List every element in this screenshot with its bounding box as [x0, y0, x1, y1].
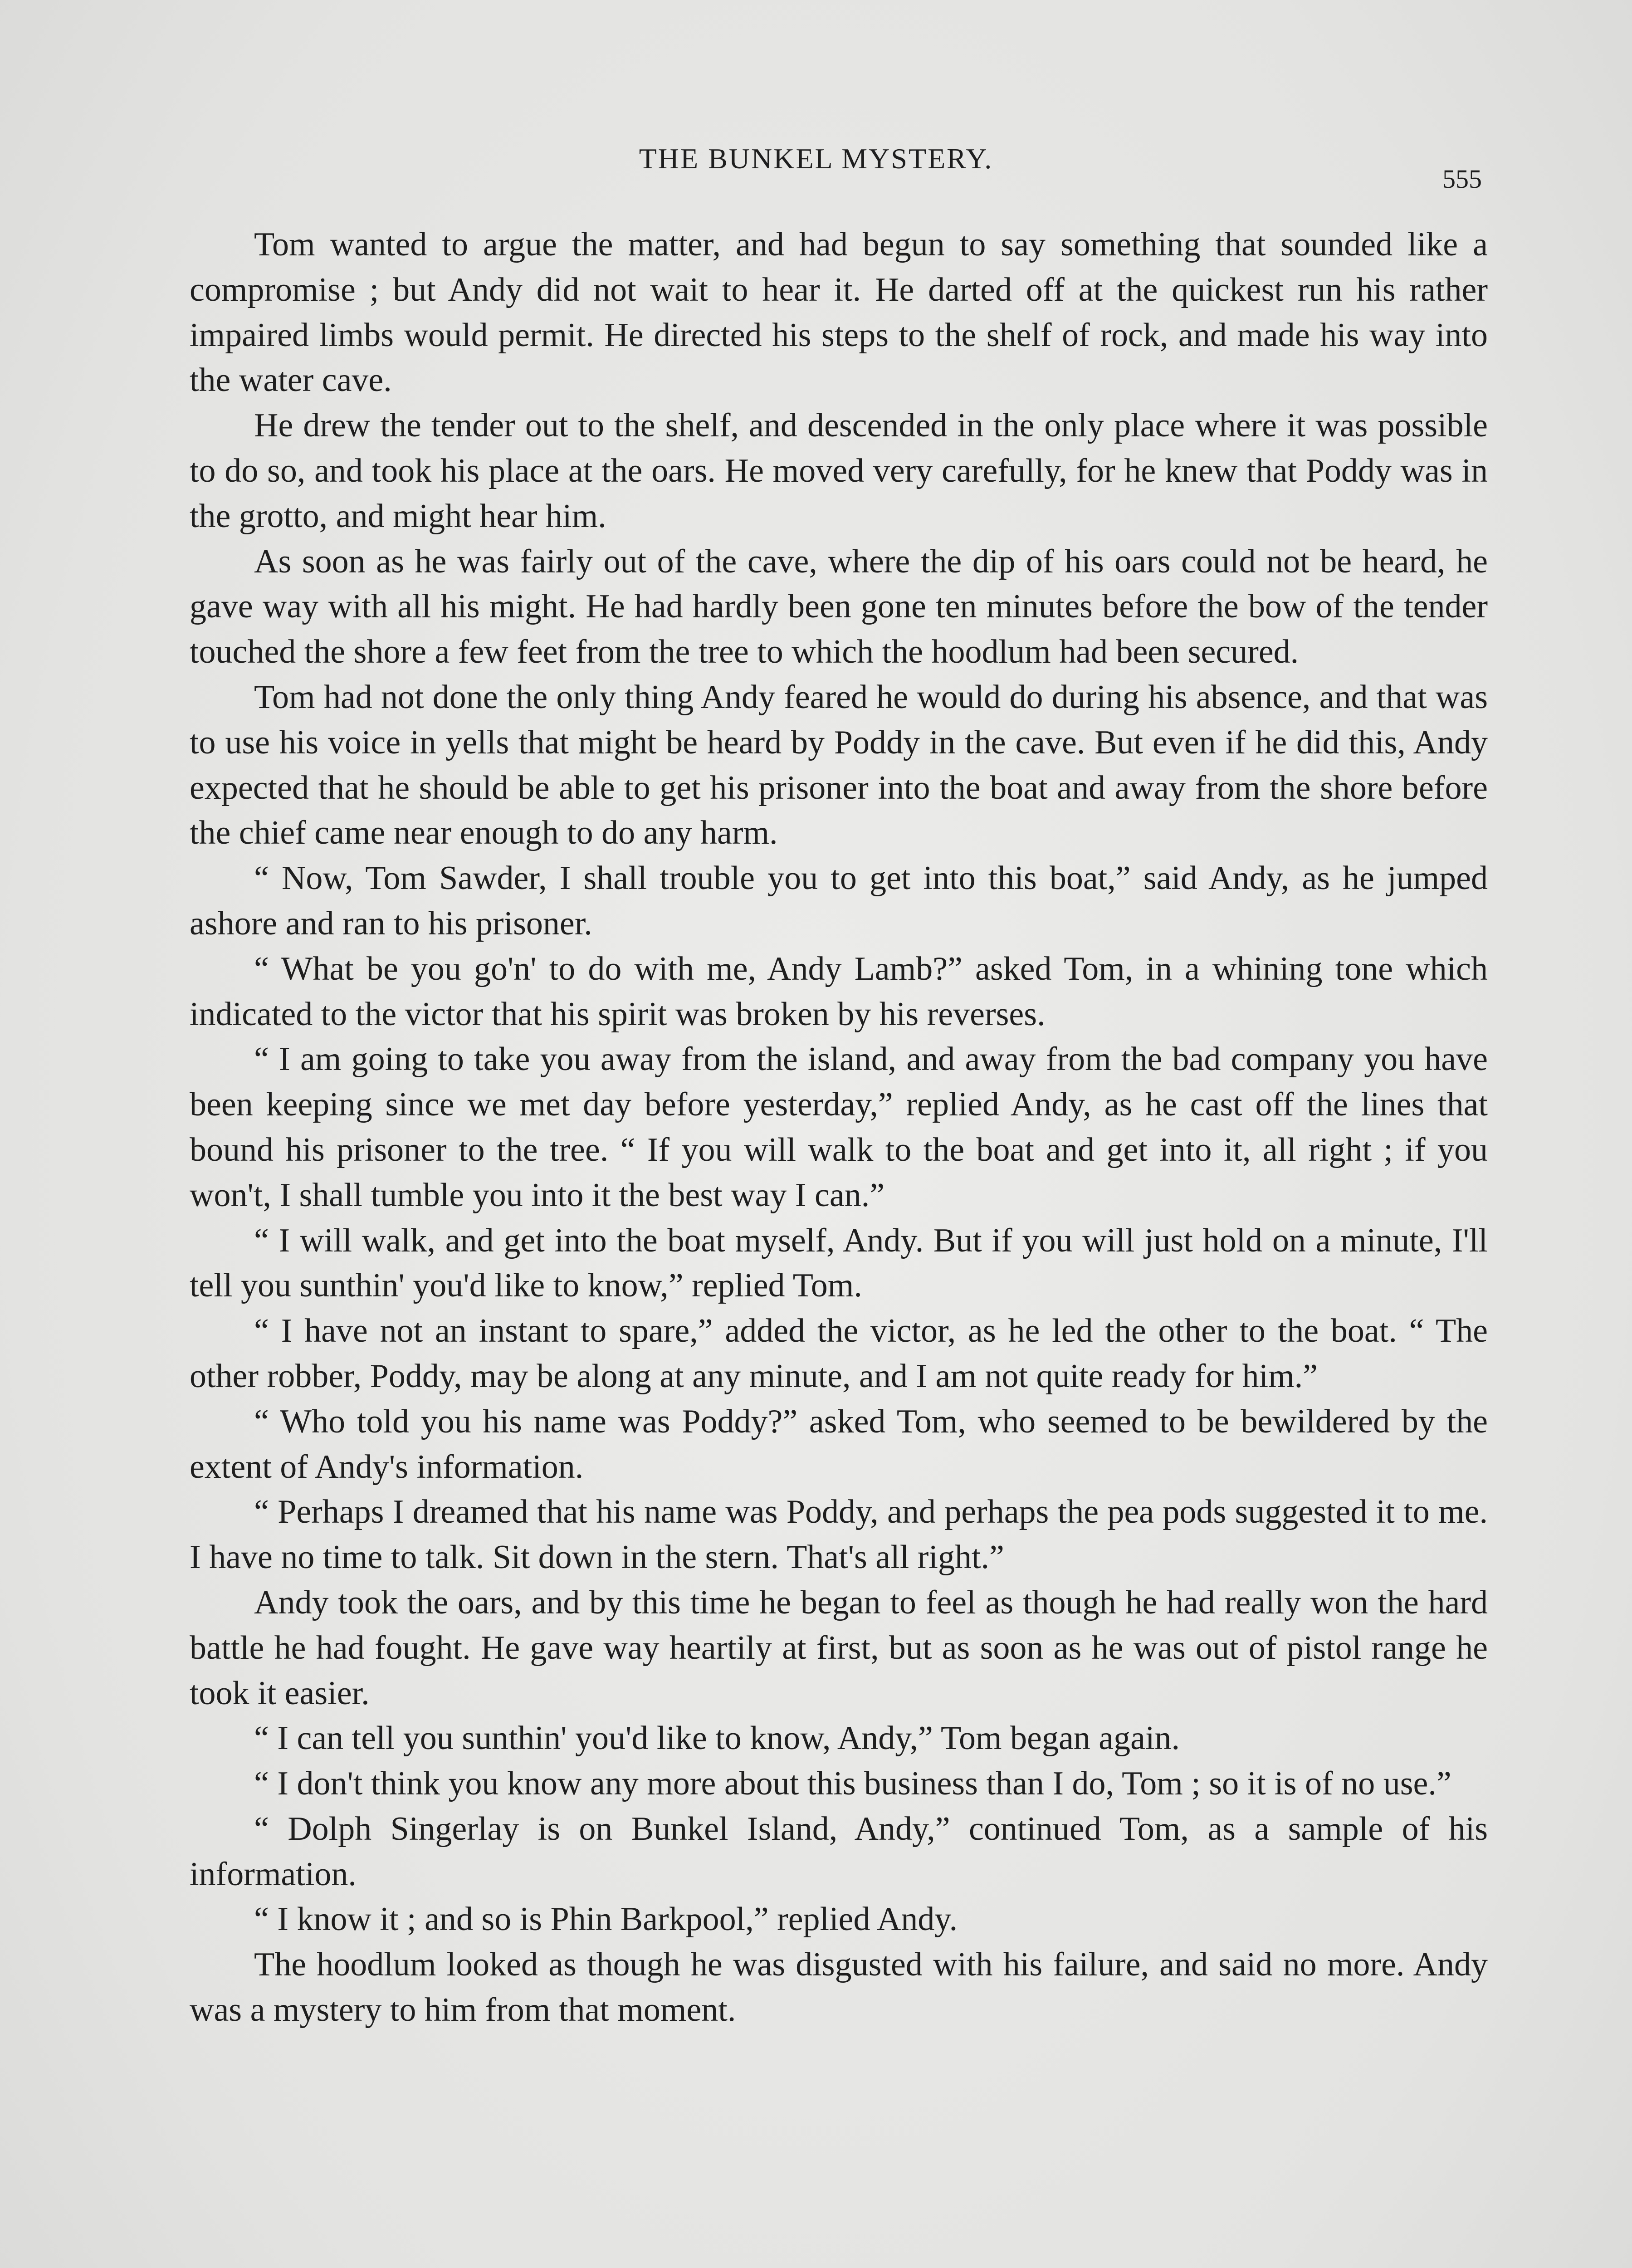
- paragraph: “ I am going to take you away from the island, and away from the bad company you have been keeping since we met day before yesterday,” replied Andy, as he cast off the lines that bound his prisoner to the tree. “ If you will walk to the boat and get into it, all right ; if you won't, I shall tumble you into it the best way I can.”: [190, 1041, 1488, 1214]
- paragraph: “ I can tell you sunthin' you'd like to know, Andy,” Tom began again.: [254, 1720, 1180, 1757]
- paragraph: Tom wanted to argue the matter, and had begun to say something that sounded like a compromise ; but Andy did not wait to hear it. He darted off at the quickest run his rather impaired limbs would permit. He directed his steps to the shelf of rock, and made his way into the water cave.: [190, 226, 1488, 399]
- paragraph: “ Dolph Singerlay is on Bunkel Island, Andy,” continued Tom, as a sample of his information.: [190, 1810, 1488, 1893]
- paragraph: “ Perhaps I dreamed that his name was Poddy, and perhaps the pea pods suggested it to me. I have no time to talk. Sit down in the stern. That's all right.”: [190, 1493, 1488, 1576]
- running-head: THE BUNKEL MYSTERY.: [639, 142, 993, 175]
- paragraph: The hoodlum looked as though he was disgusted with his failure, and said no more. Andy was a mystery to him from that moment.: [190, 1946, 1488, 2029]
- paragraph: Tom had not done the only thing Andy feared he would do during his absence, and that was to use his voice in yells that might be heard by Poddy in the cave. But even if he did this, Andy expected that he should be able to get his prisoner into the boat and away from the shore before the chief came near enough to do any harm.: [190, 678, 1488, 852]
- paragraph: “ What be you go'n' to do with me, Andy Lamb?” asked Tom, in a whining tone which indicated to the victor that his spirit was broken by his reverses.: [190, 950, 1488, 1033]
- paragraph: “ I will walk, and get into the boat myself, Andy. But if you will just hold on a minute, I'll tell you sunthin' you'd like to know,” replied Tom.: [190, 1222, 1488, 1305]
- paragraph: Andy took the oars, and by this time he began to feel as though he had really won the hard battle he had fought. He gave way heartily at first, but as soon as he was out of pistol range he took it easier.: [190, 1584, 1488, 1712]
- paragraph: “ I have not an instant to spare,” added the victor, as he led the other to the boat. “ The other robber, Poddy, may be along at any minute, and I am not quite ready for him.”: [190, 1312, 1488, 1395]
- page-number: 555: [1442, 164, 1482, 194]
- paragraph: “ Who told you his name was Poddy?” asked Tom, who seemed to be bewildered by the extent of Andy's information.: [190, 1403, 1488, 1486]
- paragraph: “ I don't think you know any more about this business than I do, Tom ; so it is of no use.”: [254, 1765, 1451, 1803]
- text-body: [190, 222, 1488, 2033]
- paragraph: “ I know it ; and so is Phin Barkpool,” replied Andy.: [254, 1901, 958, 1938]
- paragraph: He drew the tender out to the shelf, and descended in the only place where it was possible to do so, and took his place at the oars. He moved very carefully, for he knew that Poddy was in the grotto, and might hear him.: [190, 407, 1488, 535]
- paragraph: “ Now, Tom Sawder, I shall trouble you to get into this boat,” said Andy, as he jumped ashore and ran to his prisoner.: [190, 860, 1488, 942]
- paragraph: As soon as he was fairly out of the cave, where the dip of his oars could not be heard, he gave way with all his might. He had hardly been gone ten minutes before the bow of the tender touched the shore a few feet from the tree to which the hoodlum had been secured.: [190, 543, 1488, 671]
